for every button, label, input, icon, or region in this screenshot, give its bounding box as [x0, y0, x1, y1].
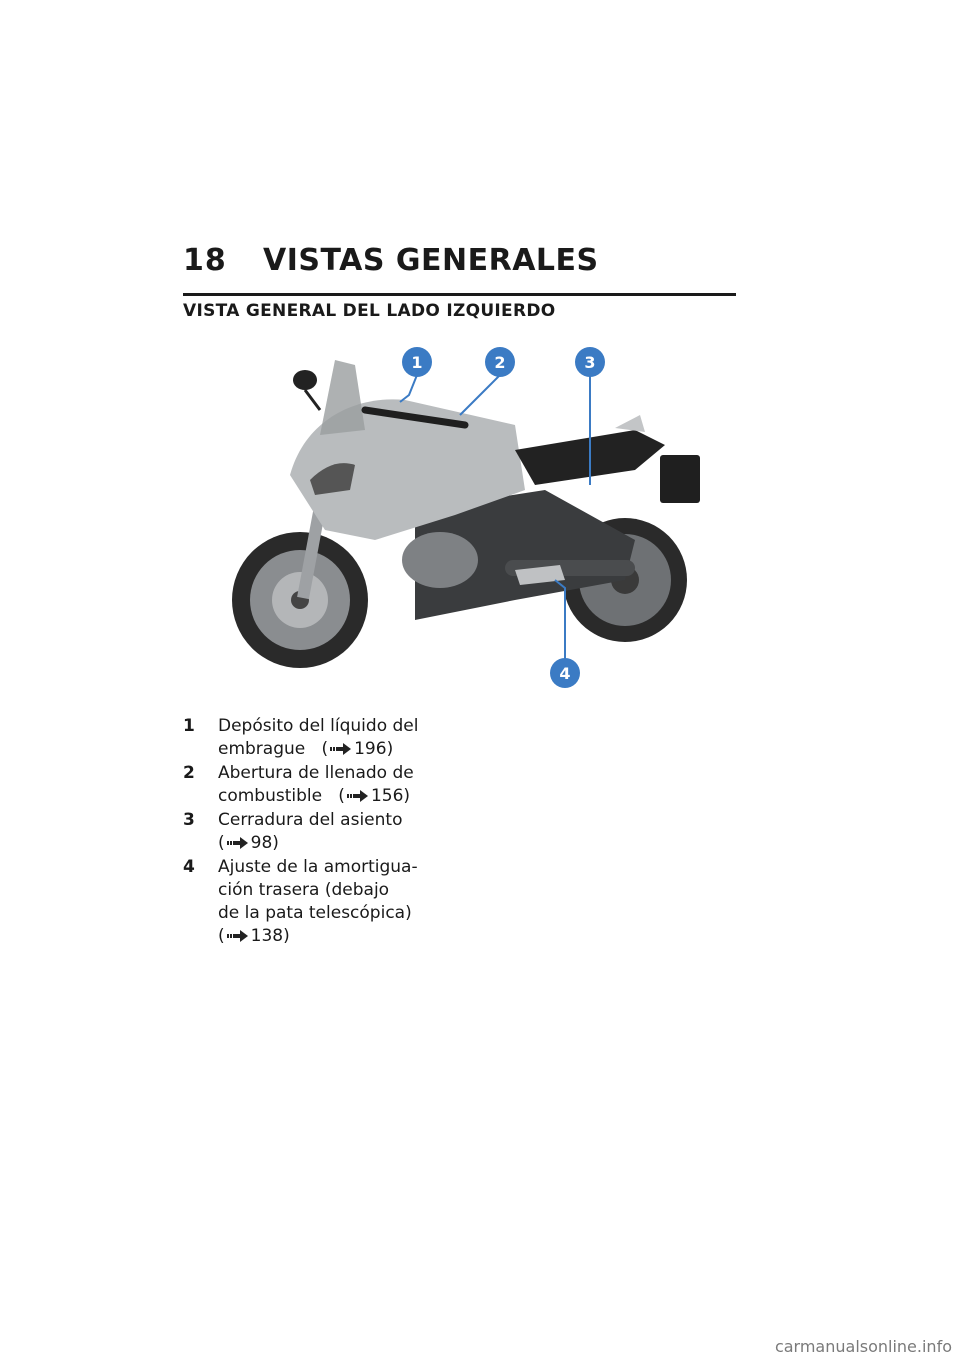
callout-2 — [485, 347, 515, 377]
list-item — [183, 809, 443, 855]
item-number: 4 — [183, 857, 195, 877]
item-text: combustible — [218, 786, 323, 806]
page-reference[interactable]: ( 156) — [327, 786, 411, 806]
page-reference-number: 98 — [250, 833, 273, 853]
engine-cylinder — [402, 532, 478, 588]
list-item — [183, 762, 443, 808]
item-text: Cerradura del asiento — [218, 810, 403, 830]
page-reference-number: 138 — [250, 926, 284, 946]
callout-1 — [402, 347, 432, 377]
page-arrow-icon — [330, 743, 352, 755]
page-reference-number: 196 — [354, 739, 387, 759]
item-number: 1 — [183, 716, 195, 736]
list-item — [183, 715, 443, 761]
callout-4 — [550, 658, 580, 688]
windscreen — [320, 360, 365, 435]
svg-text:3: 3 — [584, 353, 596, 372]
svg-text:2: 2 — [494, 353, 506, 372]
page-reference[interactable]: ( 98) — [218, 833, 279, 853]
header-rule — [183, 293, 736, 296]
item-number: 3 — [183, 810, 195, 830]
page-arrow-icon — [347, 790, 369, 802]
item-text: embrague — [218, 739, 306, 759]
section-title: VISTA GENERAL DEL LADO IZQUIERDO — [183, 301, 556, 321]
page-number: 18 — [183, 243, 227, 278]
list-item — [183, 856, 443, 948]
item-text: de la pata telescópica) — [218, 903, 412, 923]
page-arrow-icon — [227, 930, 249, 942]
item-text: ción trasera (debajo — [218, 880, 390, 900]
page-arrow-icon — [227, 837, 249, 849]
watermark: carmanualsonline.info — [774, 1337, 952, 1356]
mirror — [293, 370, 317, 390]
item-text: Ajuste de la amortigua- — [218, 857, 418, 877]
chapter-title: VISTAS GENERALES — [263, 243, 599, 278]
item-text: Abertura de llenado de — [218, 763, 414, 783]
svg-text:4: 4 — [559, 664, 571, 683]
license-plate — [660, 455, 700, 503]
front-wheel — [232, 532, 368, 668]
page-reference[interactable]: ( 138) — [218, 926, 290, 946]
page-reference[interactable]: ( 196) — [310, 739, 394, 759]
page-reference-number: 156 — [370, 786, 404, 806]
item-text: Depósito del líquido del — [218, 716, 419, 736]
motorcycle-illustration — [215, 340, 715, 695]
page-header — [183, 243, 599, 278]
svg-text:1: 1 — [411, 353, 423, 372]
callout-3 — [575, 347, 605, 377]
legend-list — [183, 715, 443, 949]
item-number: 2 — [183, 763, 195, 783]
